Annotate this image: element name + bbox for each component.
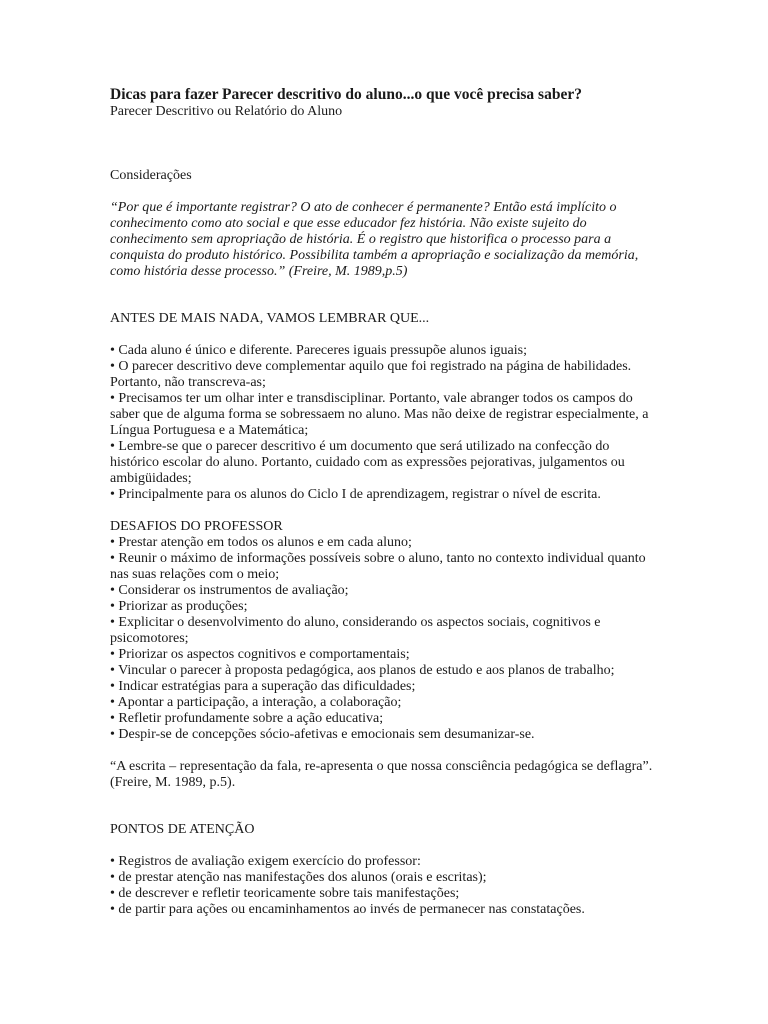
desafios-heading: DESAFIOS DO PROFESSOR — [110, 519, 283, 534]
list-item: • Lembre-se que o parecer descritivo é um documento que será utilizado na confecção do histórico escolar do aluno. Portanto, cuidado com as expressões pejorativas, julgamentos ou ambigüidades; — [110, 439, 625, 486]
list-item: • Explicitar o desenvolvimento do aluno, considerando os aspectos sociais, cognitivos e psicomotores; — [110, 615, 601, 646]
pontos-heading: PONTOS DE ATENÇÃO — [110, 822, 255, 837]
list-item: • de descrever e refletir teoricamente sobre tais manifestações; — [110, 886, 460, 901]
list-item: • Reunir o máximo de informações possíveis sobre o aluno, tanto no contexto individual quanto nas suas relações com o meio; — [110, 551, 646, 582]
list-item: • Refletir profundamente sobre a ação educativa; — [110, 711, 384, 726]
desafios-list — [110, 535, 658, 743]
list-item: • Apontar a participação, a interação, a colaboração; — [110, 695, 402, 710]
list-item: • Vincular o parecer à proposta pedagógica, aos planos de estudo e aos planos de trabalho; — [110, 663, 615, 678]
list-item: • Priorizar os aspectos cognitivos e comportamentais; — [110, 647, 410, 662]
list-item: • Registros de avaliação exigem exercício do professor: — [110, 854, 421, 869]
escrita-quote: “A escrita – representação da fala, re-apresenta o que nossa consciência pedagógica se deflagra”. (Freire, M. 1989, p.5). — [110, 759, 653, 790]
document-title: Dicas para fazer Parecer descritivo do aluno...o que você precisa saber? — [110, 86, 582, 103]
antes-list — [110, 343, 658, 503]
antes-heading: ANTES DE MAIS NADA, VAMOS LEMBRAR QUE... — [110, 311, 430, 326]
list-item: • Precisamos ter um olhar inter e transdisciplinar. Portanto, vale abranger todos os campos do saber que de alguma forma se sobressaem no aluno. Mas não deixe de registrar especialmente, a Língua Portuguesa e a Matemática; — [110, 391, 649, 438]
list-item: • Cada aluno é único e diferente. Pareceres iguais pressupõe alunos iguais; — [110, 343, 527, 358]
document-page — [110, 86, 658, 918]
freire-quote: “Por que é importante registrar? O ato de conhecer é permanente? Então está implícito o conhecimento como ato social e que esse educador fez história. Não existe sujeito do conhecimento sem apropriação de história. É o registro que historifica o processo para a conquista do produto histórico. Possibilita também a apropriação e socialização da memória, como história desse processo.” (Freire, M. 1989,p.5) — [110, 200, 639, 279]
list-item: • Considerar os instrumentos de avaliação; — [110, 583, 349, 598]
list-item: • Principalmente para os alunos do Ciclo I de aprendizagem, registrar o nível de escrita. — [110, 487, 601, 502]
list-item: • Prestar atenção em todos os alunos e em cada aluno; — [110, 535, 412, 550]
consideracoes-heading: Considerações — [110, 168, 192, 183]
list-item: • Priorizar as produções; — [110, 599, 248, 614]
list-item: • Indicar estratégias para a superação das dificuldades; — [110, 679, 416, 694]
pontos-list — [110, 854, 658, 918]
list-item: • de partir para ações ou encaminhamentos ao invés de permanecer nas constatações. — [110, 902, 585, 917]
document-subtitle: Parecer Descritivo ou Relatório do Aluno — [110, 104, 343, 119]
list-item: • O parecer descritivo deve complementar aquilo que foi registrado na página de habilidades. Portanto, não transcreva-as; — [110, 359, 632, 390]
list-item: • Despir-se de concepções sócio-afetivas e emocionais sem desumanizar-se. — [110, 727, 535, 742]
list-item: • de prestar atenção nas manifestações dos alunos (orais e escritas); — [110, 870, 487, 885]
